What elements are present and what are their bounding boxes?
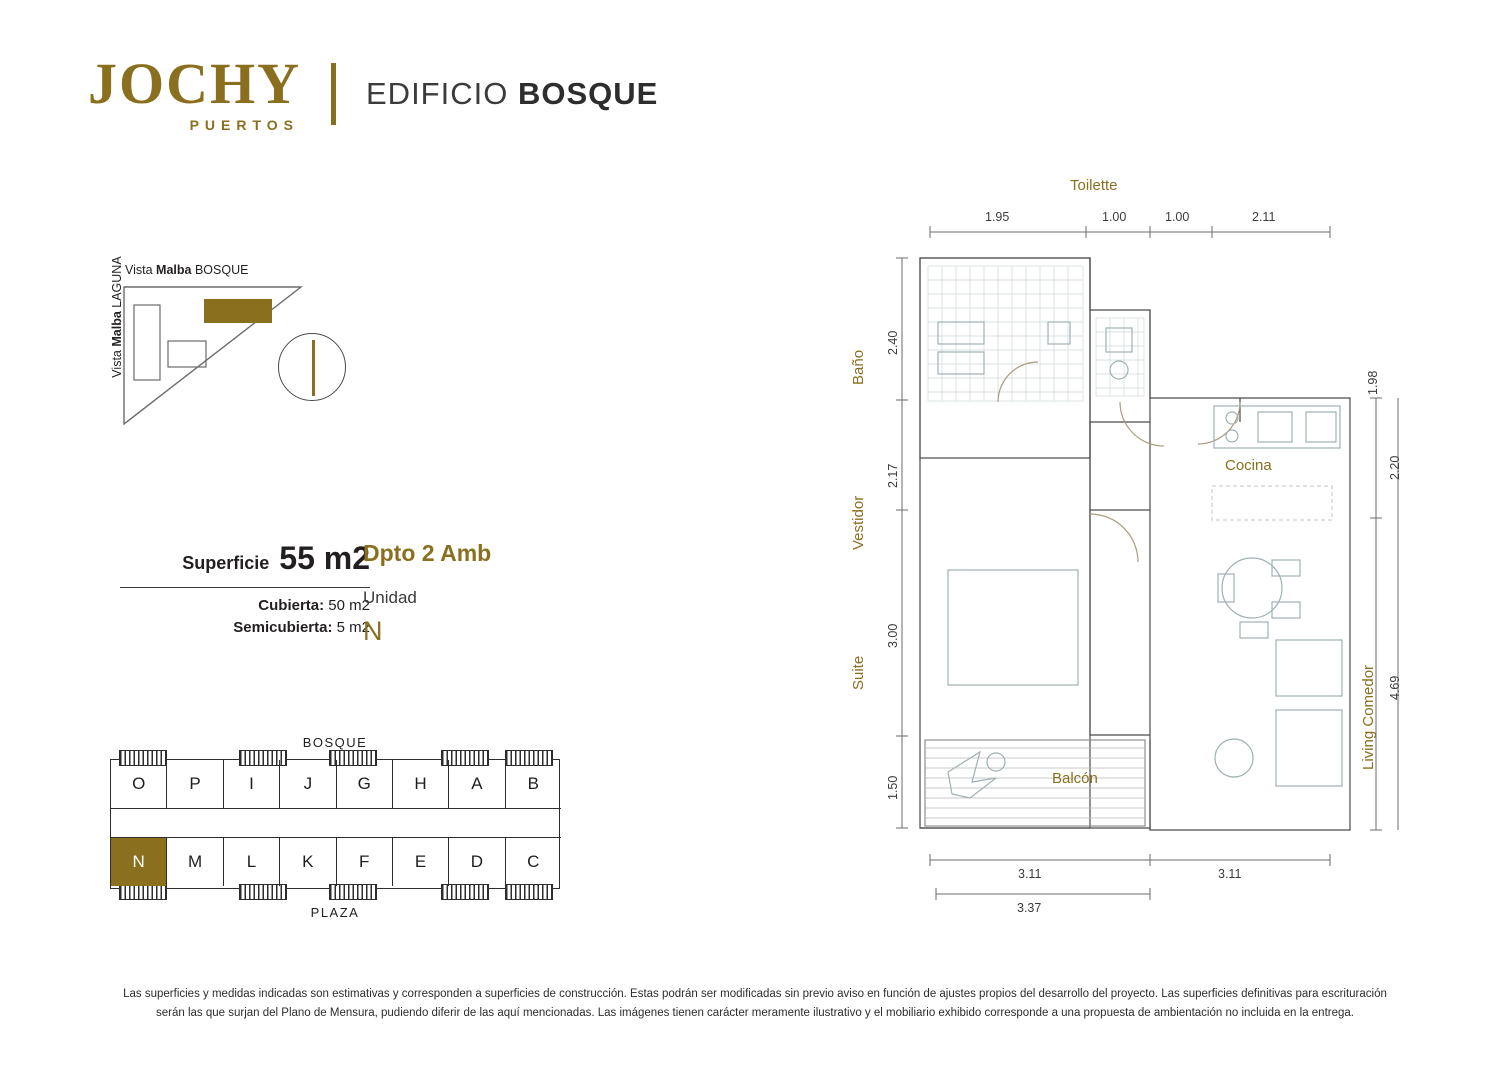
brand-name: JOCHY xyxy=(88,51,301,116)
view-left-suffix: LAGUNA xyxy=(110,256,124,308)
keyplan-unit-J[interactable]: J xyxy=(280,760,336,808)
dimension-lines xyxy=(820,170,1440,910)
dim-bottom-1: 3.11 xyxy=(1018,867,1042,881)
floor-plan xyxy=(820,170,1440,915)
key-plan xyxy=(100,735,570,920)
dim-left-3: 3.00 xyxy=(886,623,900,648)
footer-line-2: serán las que surjan del Plano de Mensura, pudiendo diferir de las aquí mencionadas. Las imágenes tienen carácter meramente ilustrativo y el mobiliario exhibido corresponde a una propuesta de ambientación no incluida en la entrega. xyxy=(155,1006,1354,1019)
keyplan-unit-M[interactable]: M xyxy=(167,838,223,886)
unit-info xyxy=(363,540,563,647)
view-top-suffix: BOSQUE xyxy=(194,263,249,277)
keyplan-hatch xyxy=(239,884,287,900)
building-title xyxy=(366,76,658,112)
keyplan-unit-K[interactable]: K xyxy=(280,838,336,886)
compass-needle-icon xyxy=(312,340,315,396)
keyplan-row-bottom xyxy=(111,838,561,886)
surface-divider xyxy=(120,587,370,588)
footer-line-1: Las superficies y medidas indicadas son estimativas y corresponden a superficies de construcción. Estas podrán ser modificadas sin previo aviso en función de ajustes propios del desarrollo del proyecto. Las superficies definitivas para escrituración xyxy=(123,988,1387,1000)
keyplan-unit-H[interactable]: H xyxy=(393,760,449,808)
brand-subtitle: PUERTOS xyxy=(189,117,299,133)
keyplan-hatch xyxy=(441,884,489,900)
keyplan-unit-G[interactable]: G xyxy=(337,760,393,808)
view-left-prefix: Vista xyxy=(110,346,124,378)
keyplan-label-plaza: PLAZA xyxy=(310,905,360,920)
unidad-letter: N xyxy=(363,616,383,646)
building-name: BOSQUE xyxy=(517,76,659,111)
view-top-prefix: Vista xyxy=(125,263,157,277)
keyplan-unit-I[interactable]: I xyxy=(224,760,280,808)
keyplan-unit-C[interactable]: C xyxy=(527,852,540,871)
keyplan-unit-B[interactable]: B xyxy=(527,774,539,793)
surface-label: Superficie xyxy=(182,553,270,573)
dim-top-3: 1.00 xyxy=(1165,210,1190,224)
room-label-bano: Baño xyxy=(850,349,867,385)
surface-value: 55 m2 xyxy=(279,540,370,576)
unit-type-title: Dpto 2 Amb xyxy=(363,540,492,566)
legal-footer xyxy=(85,985,1425,1023)
dim-top-2: 1.00 xyxy=(1102,210,1127,224)
dim-left-4: 1.50 xyxy=(886,775,900,800)
keyplan-unit-O[interactable]: O xyxy=(111,760,167,808)
keyplan-unit-A[interactable]: A xyxy=(449,760,505,808)
room-label-living-comedor: Living Comedor xyxy=(1360,664,1377,770)
header-divider xyxy=(331,63,336,125)
dim-top-4: 2.11 xyxy=(1252,210,1276,224)
view-label-bosque xyxy=(125,263,248,277)
keyplan-unit-L[interactable]: L xyxy=(224,838,280,886)
dim-left-2: 2.17 xyxy=(886,463,900,488)
semicovered-label: Semicubierta: xyxy=(233,619,333,636)
unidad-label: Unidad xyxy=(363,588,417,607)
view-left-mid: Malba xyxy=(110,307,124,347)
room-label-cocina: Cocina xyxy=(1225,457,1272,474)
covered-area-line xyxy=(120,597,370,614)
semicovered-value: 5 m2 xyxy=(336,619,370,636)
keyplan-unit-E[interactable]: E xyxy=(393,838,449,886)
dim-top-1: 1.95 xyxy=(985,210,1010,224)
dim-bottom-total: 3.37 xyxy=(1017,901,1042,915)
keyplan-unit-D[interactable]: D xyxy=(449,838,505,886)
dim-right-1: 1.98 xyxy=(1366,370,1380,395)
orientation-diagram xyxy=(80,255,370,445)
keyplan-row-top xyxy=(111,760,561,808)
view-top-mid: Malba xyxy=(156,263,195,277)
building-prefix: EDIFICIO xyxy=(366,76,518,111)
room-label-suite: Suite xyxy=(850,655,867,690)
dim-right-3: 4.69 xyxy=(1388,675,1402,700)
keyplan-unit-F[interactable]: F xyxy=(337,838,393,886)
dim-right-2: 2.20 xyxy=(1388,455,1402,480)
dim-bottom-2: 3.11 xyxy=(1218,867,1242,881)
keyplan-unit-P[interactable]: P xyxy=(167,760,223,808)
keyplan-hatch xyxy=(119,884,167,900)
building-wedge-diagram xyxy=(120,283,305,428)
semicovered-area-line xyxy=(120,619,370,636)
dim-left-1: 2.40 xyxy=(886,330,900,355)
surface-info xyxy=(120,540,370,641)
room-label-toilette: Toilette xyxy=(1070,177,1118,194)
keyplan-hatch xyxy=(505,884,553,900)
brand-logo xyxy=(88,51,301,133)
keyplan-hatch xyxy=(329,884,377,900)
covered-label: Cubierta: xyxy=(258,597,325,614)
room-label-vestidor: Vestidor xyxy=(850,495,867,550)
keyplan-label-bosque: BOSQUE xyxy=(302,735,368,750)
keyplan-frame xyxy=(110,759,560,889)
keyplan-corridor xyxy=(111,808,561,838)
page-header xyxy=(88,51,659,133)
compass-icon xyxy=(278,333,346,401)
keyplan-unit-N[interactable]: N xyxy=(111,838,167,886)
covered-value: 50 m2 xyxy=(328,597,370,614)
room-label-balcon: Balcón xyxy=(1052,770,1098,787)
